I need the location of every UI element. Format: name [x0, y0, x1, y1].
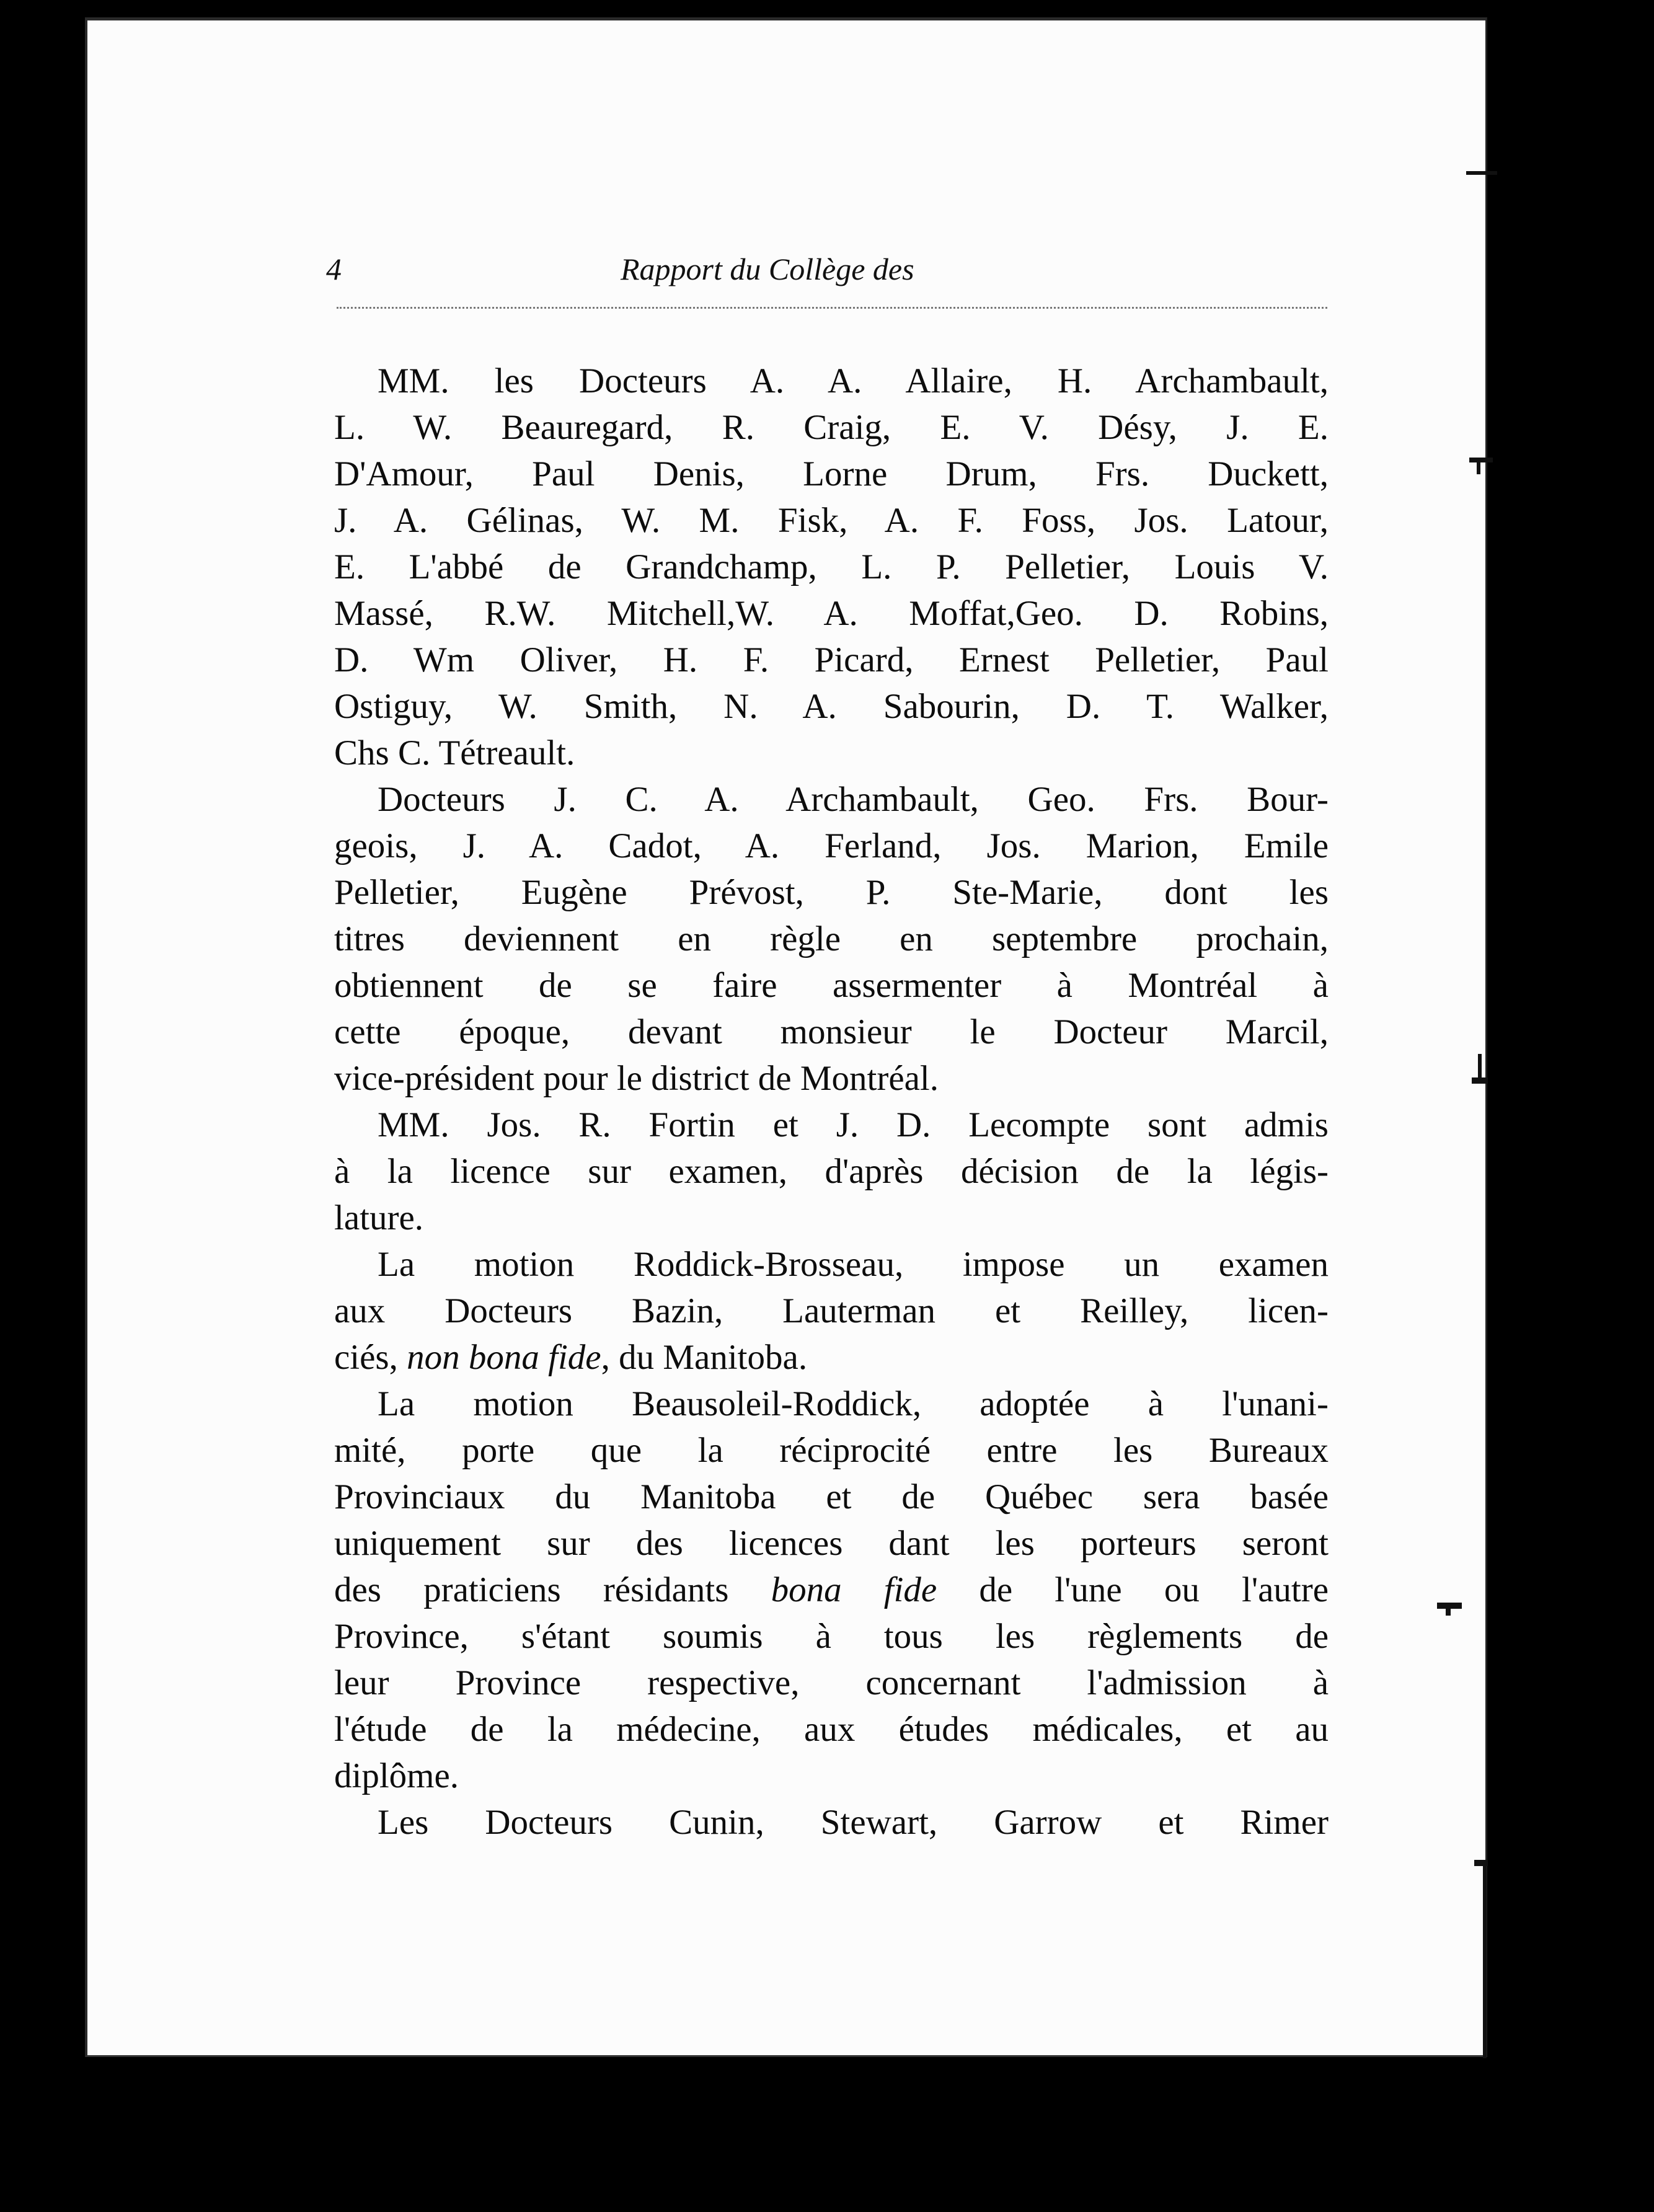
header-rule [337, 307, 1327, 309]
text-line: l'étude de la médecine, aux études médicales, et au [334, 1710, 1329, 1749]
text-line: La motion Beausoleil-Roddick, adoptée à l'unani- [378, 1384, 1329, 1423]
scan-mark [1483, 1866, 1487, 2058]
text-line: Province, s'étant soumis à tous les règlements de [334, 1617, 1329, 1656]
text-line: mité, porte que la réciprocité entre les Bureaux [334, 1431, 1329, 1470]
text-run: ciés, [334, 1338, 407, 1377]
scan-mark [1477, 462, 1480, 474]
scan-mark [1466, 171, 1497, 175]
text-line: vice-président pour le district de Montréal. [334, 1059, 939, 1098]
scan-mark [1478, 1054, 1482, 1080]
text-line: leur Province respective, concernant l'admission à [334, 1663, 1329, 1702]
text-line [334, 1567, 1329, 1613]
text-line: titres deviennent en règle en septembre prochain, [334, 919, 1329, 958]
text-line: J. A. Gélinas, W. M. Fisk, A. F. Foss, Jos. Latour, [334, 501, 1329, 540]
italic-phrase: bona fide [771, 1570, 937, 1609]
text-line: D'Amour, Paul Denis, Lorne Drum, Frs. Duckett, [334, 454, 1329, 493]
text-line: Les Docteurs Cunin, Stewart, Garrow et Rimer [378, 1803, 1329, 1842]
text-line: Chs C. Tétreault. [334, 733, 575, 772]
text-run: de l'une ou l'autre [937, 1570, 1329, 1609]
text-run: , du Manitoba. [601, 1338, 808, 1377]
text-line: à la licence sur examen, d'après décision de la légis- [334, 1152, 1329, 1191]
italic-phrase: non bona fide [407, 1338, 601, 1377]
text-line: Massé, R.W. Mitchell,W. A. Moffat,Geo. D. Robins, [334, 594, 1329, 633]
text-line: L. W. Beauregard, R. Craig, E. V. Désy, J. E. [334, 408, 1329, 447]
page-number: 4 [326, 252, 342, 286]
text-line: MM. Jos. R. Fortin et J. D. Lecompte sont admis [378, 1105, 1329, 1144]
text-line: cette époque, devant monsieur le Docteur Marcil, [334, 1012, 1329, 1051]
text-line: Provinciaux du Manitoba et de Québec sera basée [334, 1477, 1329, 1516]
scan-mark [1469, 458, 1493, 462]
text-line: geois, J. A. Cadot, A. Ferland, Jos. Marion, Emile [334, 826, 1329, 865]
text-line: Ostiguy, W. Smith, N. A. Sabourin, D. T. Walker, [334, 687, 1329, 726]
text-line: diplôme. [334, 1756, 459, 1795]
text-line: D. Wm Oliver, H. F. Picard, Ernest Pelletier, Paul [334, 640, 1329, 679]
text-line: MM. les Docteurs A. A. Allaire, H. Archambault, [378, 361, 1329, 400]
text-line [334, 1334, 1329, 1381]
document-page [85, 17, 1487, 2057]
running-title: Rapport du Collège des [621, 252, 914, 286]
scan-mark [1474, 1860, 1488, 1866]
scan-mark [1472, 1077, 1488, 1084]
scan-mark [1446, 1607, 1451, 1616]
text-line: E. L'abbé de Grandchamp, L. P. Pelletier, Louis V. [334, 547, 1329, 586]
body-text [334, 358, 1329, 1846]
text-line: aux Docteurs Bazin, Lauterman et Reilley, licen- [334, 1291, 1329, 1330]
text-line: obtiennent de se faire assermenter à Montréal à [334, 966, 1329, 1005]
text-run: des praticiens résidants [334, 1570, 771, 1609]
text-line: Pelletier, Eugène Prévost, P. Ste-Marie, dont les [334, 873, 1329, 912]
text-line: La motion Roddick-Brosseau, impose un examen [378, 1245, 1329, 1284]
text-line: lature. [334, 1198, 424, 1237]
text-line: Docteurs J. C. A. Archambault, Geo. Frs. Bour- [378, 780, 1329, 819]
text-line: uniquement sur des licences dant les porteurs seront [334, 1524, 1329, 1563]
